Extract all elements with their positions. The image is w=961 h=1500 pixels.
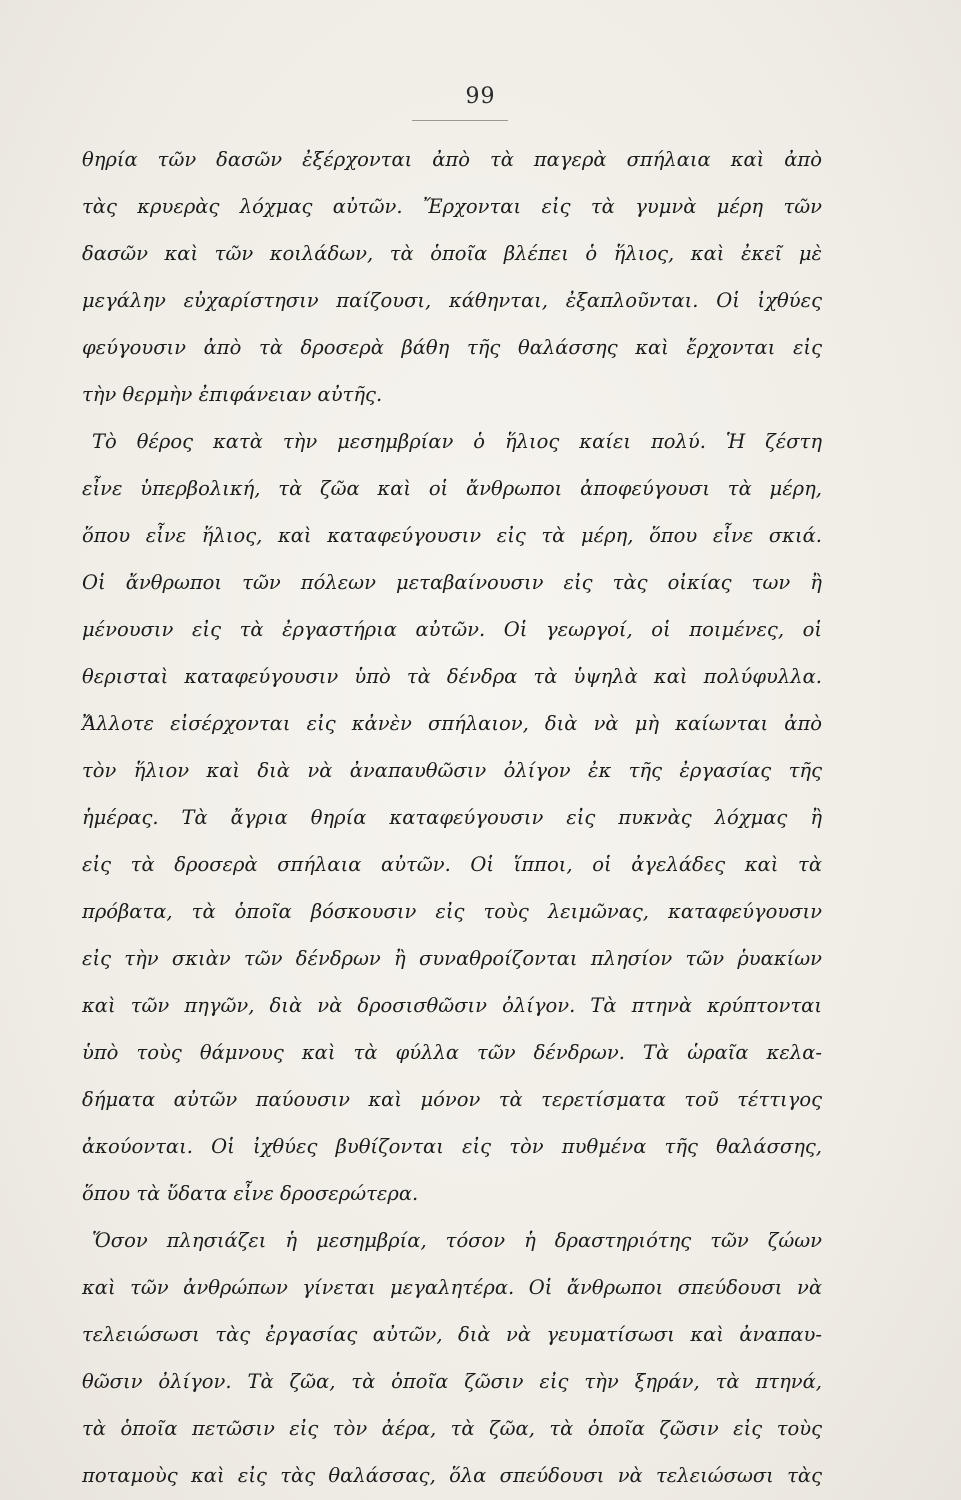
text-line: τελειώσωσι τὰς ἐργασίας αὐτῶν, διὰ νὰ γευματίσωσι καὶ ἀναπαυ- [82, 1323, 822, 1346]
text-line: θῶσιν ὀλίγον. Τὰ ζῶα, τὰ ὁποῖα ζῶσιν εἰς τὴν ξηράν, τὰ πτηνά, [82, 1370, 822, 1393]
text-line: μεγάλην εὐχαρίστησιν παίζουσι, κάθηνται, ἐξαπλοῦνται. Οἱ ἰχθύες [82, 289, 822, 312]
text-line: δήματα αὐτῶν παύουσιν καὶ μόνον τὰ τερετίσματα τοῦ τέττιγος [82, 1088, 822, 1111]
text-line: φεύγουσιν ἀπὸ τὰ δροσερὰ βάθη τῆς θαλάσσης καὶ ἔρχονται εἰς [82, 336, 822, 359]
text-line: ἀκούονται. Οἱ ἰχθύες βυθίζονται εἰς τὸν πυθμένα τῆς θαλάσσης, [82, 1135, 822, 1158]
text-line: θερισταὶ καταφεύγουσιν ὑπὸ τὰ δένδρα τὰ ὑψηλὰ καὶ πολύφυλλα. [82, 665, 822, 688]
text-line: εἰς τὴν σκιὰν τῶν δένδρων ἢ συναθροίζονται πλησίον τῶν ῥυακίων [82, 947, 822, 970]
text-line: Ἄλλοτε εἰσέρχονται εἰς κἀνὲν σπήλαιον, διὰ νὰ μὴ καίωνται ἀπὸ [82, 712, 822, 735]
text-line: θηρία τῶν δασῶν ἐξέρχονται ἀπὸ τὰ παγερὰ σπήλαια καὶ ἀπὸ [82, 148, 822, 171]
text-line: ὑπὸ τοὺς θάμνους καὶ τὰ φύλλα τῶν δένδρων. Τὰ ὡραῖα κελα- [82, 1041, 822, 1064]
text-line: τὴν θερμὴν ἐπιφάνειαν αὐτῆς. [82, 383, 383, 406]
text-line: εἶνε ὑπερβολική, τὰ ζῶα καὶ οἱ ἄνθρωποι ἀποφεύγουσι τὰ μέρη, [82, 477, 822, 500]
text-line: δασῶν καὶ τῶν κοιλάδων, τὰ ὁποῖα βλέπει ὁ ἥλιος, καὶ ἐκεῖ μὲ [82, 242, 822, 265]
text-line: ὅπου εἶνε ἥλιος, καὶ καταφεύγουσιν εἰς τὰ μέρη, ὅπου εἶνε σκιά. [82, 524, 822, 547]
text-line: καὶ τῶν ἀνθρώπων γίνεται μεγαλητέρα. Οἱ ἄνθρωποι σπεύδουσι νὰ [82, 1276, 822, 1299]
text-line: Οἱ ἄνθρωποι τῶν πόλεων μεταβαίνουσιν εἰς τὰς οἰκίας των ἢ [82, 571, 822, 594]
text-line: τὰ ὁποῖα πετῶσιν εἰς τὸν ἀέρα, τὰ ζῶα, τὰ ὁποῖα ζῶσιν εἰς τοὺς [82, 1417, 822, 1440]
text-line: ἡμέρας. Τὰ ἄγρια θηρία καταφεύγουσιν εἰς πυκνὰς λόχμας ἢ [82, 806, 822, 829]
page-number: 99 [465, 84, 496, 109]
header-rule [412, 120, 508, 121]
body-text [82, 136, 822, 1499]
text-line: πρόβατα, τὰ ὁποῖα βόσκουσιν εἰς τοὺς λειμῶνας, καταφεύγουσιν [82, 900, 822, 923]
text-line: εἰς τὰ δροσερὰ σπήλαια αὐτῶν. Οἱ ἵπποι, οἱ ἀγελάδες καὶ τὰ [82, 853, 822, 876]
text-line: τὸν ἥλιον καὶ διὰ νὰ ἀναπαυθῶσιν ὀλίγον ἐκ τῆς ἐργασίας τῆς [82, 759, 822, 782]
text-line: μένουσιν εἰς τὰ ἐργαστήρια αὐτῶν. Οἱ γεωργοί, οἱ ποιμένες, οἱ [82, 618, 822, 641]
text-line: καὶ τῶν πηγῶν, διὰ νὰ δροσισθῶσιν ὀλίγον. Τὰ πτηνὰ κρύπτονται [82, 994, 822, 1017]
text-line: τὰς κρυερὰς λόχμας αὐτῶν. Ἔρχονται εἰς τὰ γυμνὰ μέρη τῶν [82, 195, 822, 218]
text-line: Τὸ θέρος κατὰ τὴν μεσημβρίαν ὁ ἥλιος καίει πολύ. Ἡ ζέστη [92, 430, 822, 453]
text-line: ποταμοὺς καὶ εἰς τὰς θαλάσσας, ὅλα σπεύδουσι νὰ τελειώσωσι τὰς [82, 1464, 822, 1487]
text-line: Ὅσον πλησιάζει ἡ μεσημβρία, τόσον ἡ δραστηριότης τῶν ζώων [92, 1229, 822, 1252]
text-line: ὅπου τὰ ὕδατα εἶνε δροσερώτερα. [82, 1182, 419, 1205]
